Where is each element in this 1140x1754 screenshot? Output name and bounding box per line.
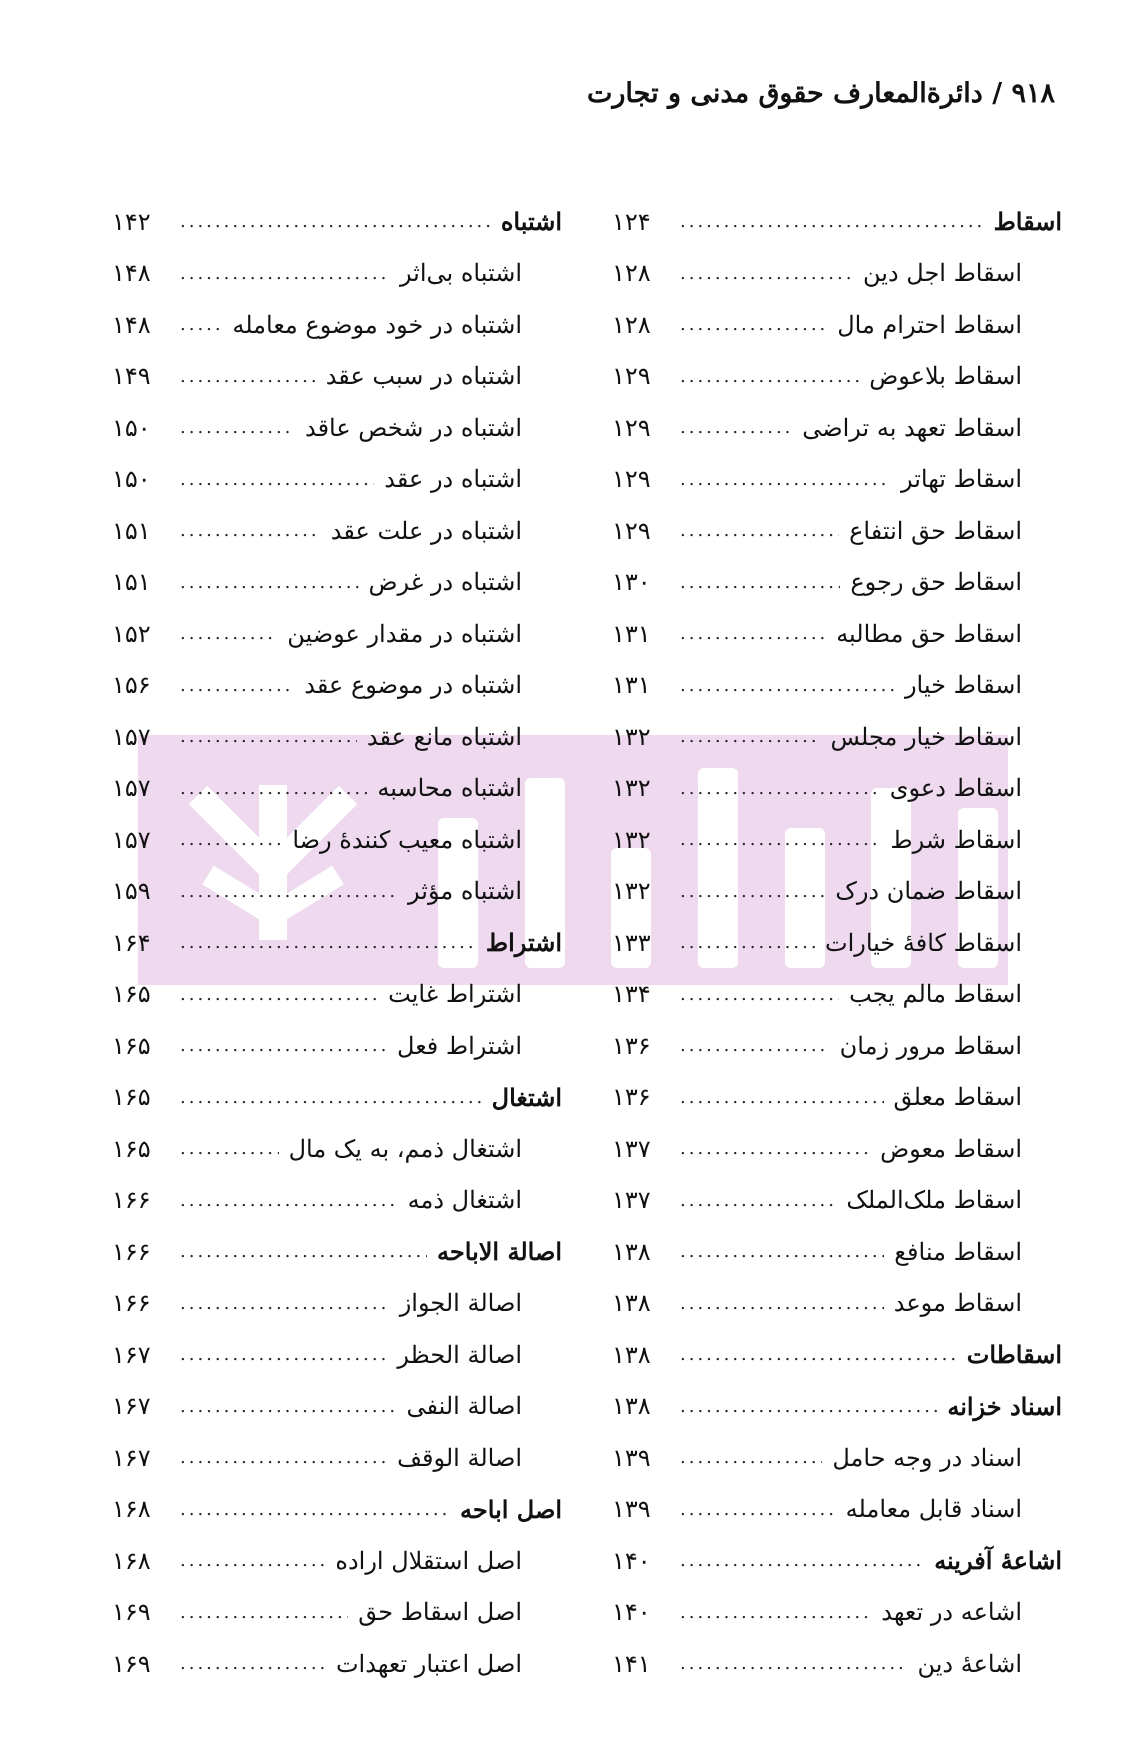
index-entry <box>612 1226 1062 1278</box>
page-number: ۱۳۸ <box>612 1237 651 1266</box>
page-number: ۱۴۰ <box>612 1546 651 1575</box>
page-number: ۱۳۲ <box>612 774 651 803</box>
dot-leader <box>680 1602 871 1623</box>
index-term: اشتراط <box>485 928 562 958</box>
dot-leader <box>180 1241 427 1262</box>
page-number: ۱۳۱ <box>612 619 651 648</box>
index-term: اسقاط خیار مجلس <box>830 722 1022 751</box>
page-number: ۱۵۶ <box>112 671 151 700</box>
dot-leader <box>180 984 378 1005</box>
index-term: اصالة الحظر <box>397 1340 522 1369</box>
index-term: اسقاط تهاتر <box>900 465 1022 494</box>
index-term: اسقاط حق مطالبه <box>836 619 1022 648</box>
index-term: اسقاط شرط <box>890 825 1022 854</box>
page-number: ۱۳۲ <box>612 825 651 854</box>
index-term: اشتباه مانع عقد <box>366 722 522 751</box>
dot-leader <box>180 1447 387 1468</box>
index-entry <box>112 1175 562 1227</box>
page-number: ۱۲۴ <box>612 207 651 236</box>
page-number: ۱۶۶ <box>112 1289 151 1318</box>
index-term: اسقاط ضمان درک <box>835 877 1022 906</box>
index-term: اشتراط غایت <box>388 980 522 1009</box>
index-entry <box>112 1123 562 1175</box>
index-entry <box>112 711 562 763</box>
index-term: اشتباه در موضوع عقد <box>304 671 522 700</box>
page-number: ۱۶۵ <box>112 1083 151 1112</box>
page-number: ۱۳۳ <box>612 928 651 957</box>
index-term: اشاعه در تعهد <box>881 1598 1022 1627</box>
dot-leader <box>680 881 825 902</box>
index-entry <box>112 505 562 557</box>
dot-leader <box>180 1550 325 1571</box>
page-number: ۱۳۷ <box>612 1186 651 1215</box>
dot-leader <box>680 1447 822 1468</box>
dot-leader <box>180 211 491 232</box>
page-number: ۱۶۷ <box>112 1340 151 1369</box>
index-term: اشتباه در غرض <box>368 568 522 597</box>
index-entry <box>612 196 1062 248</box>
index-term: اسقاط تعهد به تراضی <box>802 413 1022 442</box>
index-column-left <box>112 196 562 1690</box>
dot-leader <box>680 572 840 593</box>
index-term: اصالة الوقف <box>397 1443 522 1472</box>
index-term: اسقاط دعوی <box>889 774 1022 803</box>
page-number: ۱۳۹ <box>612 1495 651 1524</box>
index-term: اشتباه مؤثر <box>408 877 522 906</box>
index-entry <box>112 1329 562 1381</box>
page-number: ۱۳۶ <box>612 1083 651 1112</box>
page-number: ۱۳۸ <box>612 1289 651 1318</box>
index-entry <box>112 196 562 248</box>
dot-leader <box>180 1396 396 1417</box>
page-number: ۱۶۵ <box>112 1134 151 1163</box>
dot-leader <box>180 1190 398 1211</box>
dot-leader <box>180 1344 387 1365</box>
page-number: ۱۶۶ <box>112 1186 151 1215</box>
dot-leader <box>680 314 827 335</box>
index-entry <box>612 351 1062 403</box>
page-number: ۱۵۷ <box>112 722 151 751</box>
index-entry <box>612 1020 1062 1072</box>
dot-leader <box>680 932 815 953</box>
page-number: ۱۳۶ <box>612 1031 651 1060</box>
index-entry <box>112 248 562 300</box>
index-entry <box>112 1484 562 1536</box>
dot-leader <box>680 1293 884 1314</box>
index-term: اصالة الجواز <box>399 1289 522 1318</box>
page-number: ۱۳۹ <box>612 1443 651 1472</box>
index-term: اشتباه در مقدار عوضین <box>287 619 522 648</box>
index-entry <box>112 969 562 1021</box>
index-term: اشتباه در عقد <box>384 465 522 494</box>
index-term: اسقاط منافع <box>894 1237 1022 1266</box>
page-number: ۱۳۷ <box>612 1134 651 1163</box>
dot-leader <box>680 1138 870 1159</box>
page-number: ۱۳۲ <box>612 877 651 906</box>
index-term: اشتباه در علت عقد <box>330 516 522 545</box>
index-term: اشاعهٔ آفرینه <box>934 1546 1062 1576</box>
dot-leader <box>180 778 367 799</box>
dot-leader <box>680 1653 907 1674</box>
index-term: اشاعهٔ دین <box>917 1649 1022 1678</box>
page-number: ۱۳۸ <box>612 1340 651 1369</box>
index-term: اشتغال ذمه <box>407 1186 522 1215</box>
page-number: ۱۴۸ <box>112 259 151 288</box>
index-entry <box>612 1072 1062 1124</box>
dot-leader <box>680 366 859 387</box>
page-number: ۱۲۸ <box>612 310 651 339</box>
index-entry <box>112 454 562 506</box>
dot-leader <box>680 675 895 696</box>
index-term: اشتباه معیب کنندهٔ رضا <box>292 825 522 854</box>
page-number: ۱۶۵ <box>112 1031 151 1060</box>
page-number: ۱۶۷ <box>112 1443 151 1472</box>
index-entry <box>112 866 562 918</box>
dot-leader <box>180 1087 482 1108</box>
index-term: اسناد در وجه حامل <box>832 1443 1022 1472</box>
index-entry <box>112 299 562 351</box>
index-entry <box>612 1175 1062 1227</box>
index-entry <box>612 660 1062 712</box>
index-entry <box>112 763 562 815</box>
index-entry <box>612 1278 1062 1330</box>
dot-leader <box>680 520 839 541</box>
page-number: ۱۲۹ <box>612 413 651 442</box>
dot-leader <box>680 469 891 490</box>
index-entry <box>612 248 1062 300</box>
dot-leader <box>680 984 839 1005</box>
dot-leader <box>680 1190 836 1211</box>
page-number: ۱۵۱ <box>112 568 151 597</box>
index-term: اسقاط حق رجوع <box>850 568 1022 597</box>
dot-leader <box>680 1035 830 1056</box>
index-term: اصل استقلال اراده <box>335 1546 522 1575</box>
index-entry <box>112 1020 562 1072</box>
dot-leader <box>680 1396 937 1417</box>
index-entry <box>612 711 1062 763</box>
page-number: ۱۵۱ <box>112 516 151 545</box>
dot-leader <box>180 1138 279 1159</box>
index-term: اسقاط ملک‌الملک <box>846 1186 1022 1215</box>
index-entry <box>112 1638 562 1690</box>
dot-leader <box>680 1499 836 1520</box>
index-entry <box>112 557 562 609</box>
index-entry <box>612 505 1062 557</box>
index-term: اسقاط مالم یجب <box>849 980 1022 1009</box>
dot-leader <box>180 1653 326 1674</box>
index-term: اشتباه در خود موضوع معامله <box>232 310 522 339</box>
dot-leader <box>680 623 826 644</box>
dot-leader <box>180 1293 390 1314</box>
dot-leader <box>680 778 880 799</box>
page-number: ۱۵۹ <box>112 877 151 906</box>
index-entry <box>612 1638 1062 1690</box>
index-entry <box>112 351 562 403</box>
dot-leader <box>180 263 390 284</box>
dot-leader <box>680 1241 884 1262</box>
page-header: ۹۱۸ / دائرةالمعارف حقوق مدنی و تجارت <box>586 78 1055 109</box>
dot-leader <box>680 417 792 438</box>
index-term: اسناد خزانه <box>947 1391 1062 1421</box>
dot-leader <box>180 469 374 490</box>
index-entry <box>612 1432 1062 1484</box>
dot-leader <box>180 520 321 541</box>
index-entry <box>612 1484 1062 1536</box>
index-term: اسقاط احترام مال <box>837 310 1022 339</box>
index-entry <box>112 608 562 660</box>
index-entry <box>612 454 1062 506</box>
index-entry <box>112 1587 562 1639</box>
dot-leader <box>180 1602 348 1623</box>
index-entry <box>612 1329 1062 1381</box>
page-number: ۱۴۱ <box>612 1649 651 1678</box>
index-entry <box>112 1535 562 1587</box>
index-entry <box>112 1226 562 1278</box>
page-number: ۱۶۴ <box>112 928 151 957</box>
index-term: اشتباه بی‌اثر <box>399 259 522 288</box>
index-entry <box>612 969 1062 1021</box>
index-term: اسناد قابل معامله <box>845 1495 1022 1524</box>
index-term: اشتراط فعل <box>397 1031 522 1060</box>
index-term: اصل اسقاط حق <box>358 1598 522 1627</box>
page-number: ۱۶۸ <box>112 1495 151 1524</box>
page-number: ۱۲۹ <box>612 516 651 545</box>
index-term: اسقاط حق انتفاع <box>849 516 1022 545</box>
index-term: اصل اعتبار تعهدات <box>335 1649 522 1678</box>
page-number: ۱۵۲ <box>112 619 151 648</box>
index-entry <box>112 402 562 454</box>
index-entry <box>112 1278 562 1330</box>
index-term: اسقاط مرور زمان <box>839 1031 1022 1060</box>
index-term: اسقاط اجل دین <box>863 259 1022 288</box>
dot-leader <box>180 572 359 593</box>
dot-leader <box>680 829 880 850</box>
dot-leader <box>180 932 476 953</box>
index-term: اصالة الاباحه <box>437 1237 562 1267</box>
dot-leader <box>680 1087 884 1108</box>
dot-leader <box>180 314 222 335</box>
index-term: اسقاط خیار <box>904 671 1022 700</box>
page-number: ۱۳۱ <box>612 671 651 700</box>
dot-leader <box>180 726 357 747</box>
page-number: ۱۵۰ <box>112 413 151 442</box>
index-term: اسقاط موعد <box>893 1289 1022 1318</box>
index-term: اسقاط بلاعوض <box>869 362 1022 391</box>
page-number: ۱۶۵ <box>112 980 151 1009</box>
index-term: اسقاط معلق <box>893 1083 1022 1112</box>
index-term: اشتغال ذمم، به یک مال <box>288 1134 522 1163</box>
dot-leader <box>680 726 820 747</box>
page-number: ۱۲۹ <box>612 465 651 494</box>
index-entry <box>612 557 1062 609</box>
dot-leader <box>180 623 277 644</box>
dot-leader <box>180 829 282 850</box>
index-entry <box>612 1123 1062 1175</box>
dot-leader <box>180 1035 387 1056</box>
page-number: ۱۳۲ <box>612 722 651 751</box>
index-term: اشتباه در سبب عقد <box>325 362 522 391</box>
index-term: اسقاط <box>993 207 1062 237</box>
index-term: اصل اباحه <box>460 1494 562 1524</box>
index-term: اشتباه <box>500 207 562 237</box>
index-entry <box>112 660 562 712</box>
page-number: ۱۵۷ <box>112 825 151 854</box>
index-term: اسقاطات <box>966 1340 1062 1370</box>
dot-leader <box>180 1499 450 1520</box>
dot-leader <box>180 881 398 902</box>
page-number: ۱۶۹ <box>112 1598 151 1627</box>
index-entry <box>612 814 1062 866</box>
dot-leader <box>680 263 853 284</box>
index-term: اشتغال <box>491 1082 562 1112</box>
dot-leader <box>680 211 984 232</box>
page-number: ۱۶۹ <box>112 1649 151 1678</box>
index-entry <box>612 608 1062 660</box>
page-number: ۱۴۸ <box>112 310 151 339</box>
index-column-right <box>612 196 1062 1690</box>
index-entry <box>112 1072 562 1124</box>
dot-leader <box>180 417 295 438</box>
index-entry <box>112 814 562 866</box>
page-number: ۱۳۴ <box>612 980 651 1009</box>
index-entry <box>112 917 562 969</box>
page-number: ۱۵۷ <box>112 774 151 803</box>
page-number: ۱۲۸ <box>612 259 651 288</box>
index-entry <box>612 866 1062 918</box>
index-entry <box>612 1535 1062 1587</box>
page-number: ۱۳۸ <box>612 1392 651 1421</box>
index-entry <box>612 763 1062 815</box>
dot-leader <box>680 1344 957 1365</box>
index-term: اشتباه محاسبه <box>377 774 522 803</box>
index-entry <box>112 1381 562 1433</box>
dot-leader <box>180 366 316 387</box>
page-number: ۱۶۷ <box>112 1392 151 1421</box>
index-term: اشتباه در شخص عاقد <box>304 413 522 442</box>
index-term: اسقاط معوض <box>880 1134 1022 1163</box>
page-number: ۱۴۲ <box>112 207 151 236</box>
index-entry <box>612 1381 1062 1433</box>
index-entry <box>612 1587 1062 1639</box>
index-entry <box>612 402 1062 454</box>
page-number: ۱۳۰ <box>612 568 651 597</box>
dot-leader <box>680 1550 924 1571</box>
index-entry <box>612 917 1062 969</box>
page-number: ۱۲۹ <box>612 362 651 391</box>
index-term: اصالة النفی <box>406 1392 522 1421</box>
dot-leader <box>180 675 294 696</box>
index-term: اسقاط کافهٔ خیارات <box>824 928 1022 957</box>
index-entry <box>612 299 1062 351</box>
page-number: ۱۶۶ <box>112 1237 151 1266</box>
page-number: ۱۴۹ <box>112 362 151 391</box>
page-number: ۱۵۰ <box>112 465 151 494</box>
index-entry <box>112 1432 562 1484</box>
page-number: ۱۴۰ <box>612 1598 651 1627</box>
page-number: ۱۶۸ <box>112 1546 151 1575</box>
